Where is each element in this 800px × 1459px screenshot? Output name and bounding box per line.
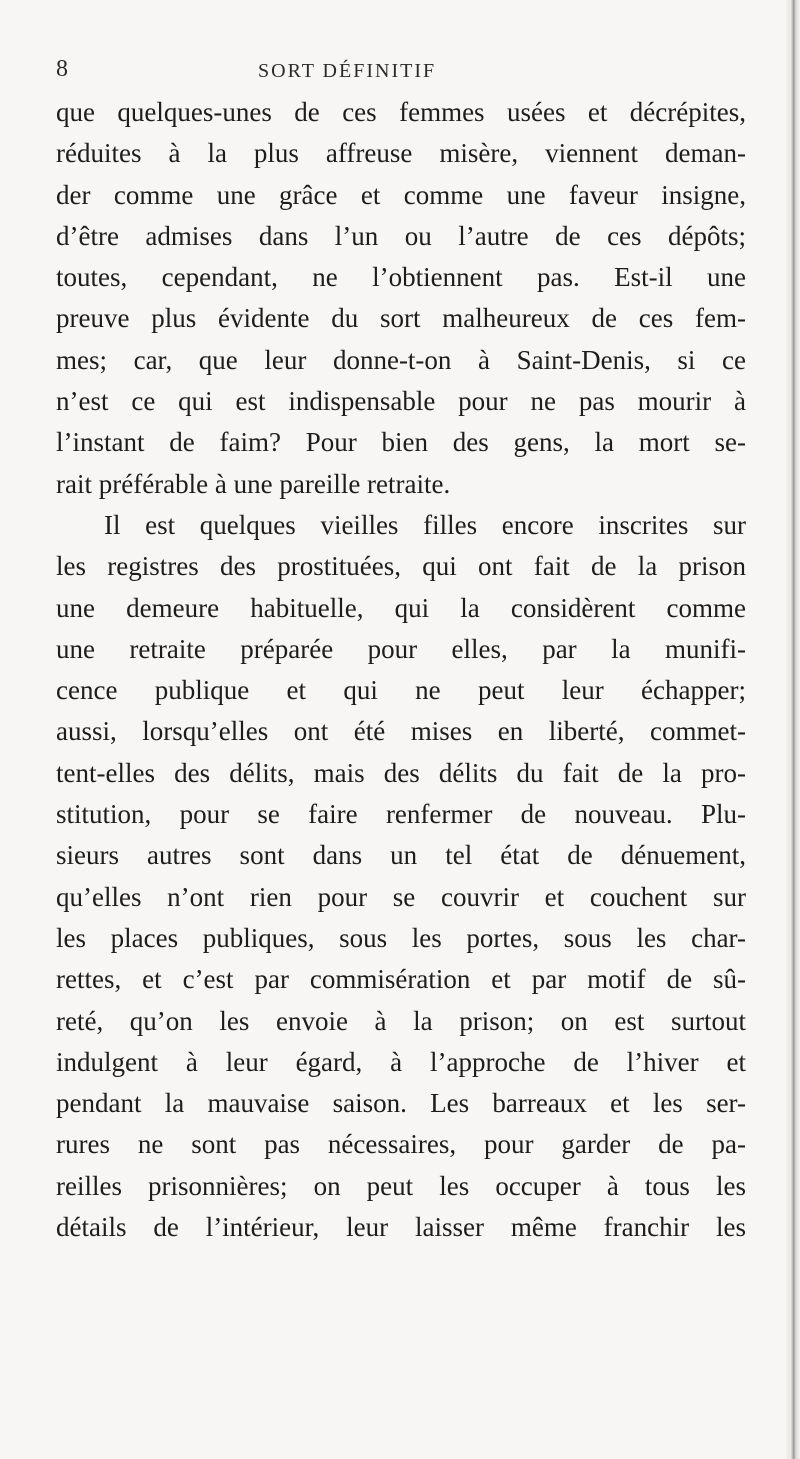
- text-line: rait préférable à une pareille retraite.: [56, 468, 451, 499]
- text-line: les registres des prostituées, qui ont fait de la prison: [56, 551, 746, 582]
- text-line: indulgent à leur égard, à l’approche de l’hiver et: [56, 1046, 746, 1077]
- text-line: stitution, pour se faire renfermer de nouveau. Plu-: [56, 799, 746, 830]
- body-text: [56, 92, 746, 1248]
- text-line: n’est ce qui est indispensable pour ne pas mourir à: [56, 386, 746, 417]
- text-line: preuve plus évidente du sort malheureux de ces fem-: [56, 303, 746, 334]
- page-header: [0, 56, 800, 88]
- text-line: Il est quelques vieilles filles encore inscrites sur: [104, 509, 746, 540]
- text-line: reilles prisonnières; on peut les occuper à tous les: [56, 1170, 746, 1201]
- text-line: l’instant de faim? Pour bien des gens, la mort se-: [56, 427, 746, 458]
- text-line: une demeure habituelle, qui la considèrent comme: [56, 592, 746, 623]
- running-head: SORT DÉFINITIF: [258, 60, 437, 82]
- text-line: sieurs autres sont dans un tel état de dénuement,: [56, 840, 746, 871]
- text-line: cence publique et qui ne peut leur échapper;: [56, 675, 746, 706]
- text-line: qu’elles n’ont rien pour se couvrir et couchent sur: [56, 881, 746, 912]
- text-line: pendant la mauvaise saison. Les barreaux et les ser-: [56, 1088, 746, 1119]
- text-line: rures ne sont pas nécessaires, pour garder de pa-: [56, 1129, 746, 1160]
- text-line: d’être admises dans l’un ou l’autre de ces dépôts;: [56, 220, 746, 251]
- text-line: réduites à la plus affreuse misère, viennent deman-: [56, 138, 746, 169]
- text-line: aussi, lorsqu’elles ont été mises en liberté, commet-: [56, 716, 746, 747]
- page-number: 8: [56, 56, 68, 82]
- text-line: mes; car, que leur donne-t-on à Saint-Denis, si ce: [56, 344, 746, 375]
- text-line: rettes, et c’est par commisération et par motif de sû-: [56, 964, 746, 995]
- text-line: tent-elles des délits, mais des délits du fait de la pro-: [56, 757, 746, 788]
- page-edge-shadow: [786, 0, 800, 1459]
- text-line: une retraite préparée pour elles, par la munifi-: [56, 633, 746, 664]
- text-line: reté, qu’on les envoie à la prison; on est surtout: [56, 1005, 746, 1036]
- text-line: les places publiques, sous les portes, sous les char-: [56, 922, 746, 953]
- text-line: der comme une grâce et comme une faveur insigne,: [56, 179, 746, 210]
- text-line: détails de l’intérieur, leur laisser même franchir les: [56, 1212, 746, 1243]
- text-line: toutes, cependant, ne l’obtiennent pas. Est-il une: [56, 262, 746, 293]
- text-line: que quelques-unes de ces femmes usées et décrépites,: [56, 97, 746, 127]
